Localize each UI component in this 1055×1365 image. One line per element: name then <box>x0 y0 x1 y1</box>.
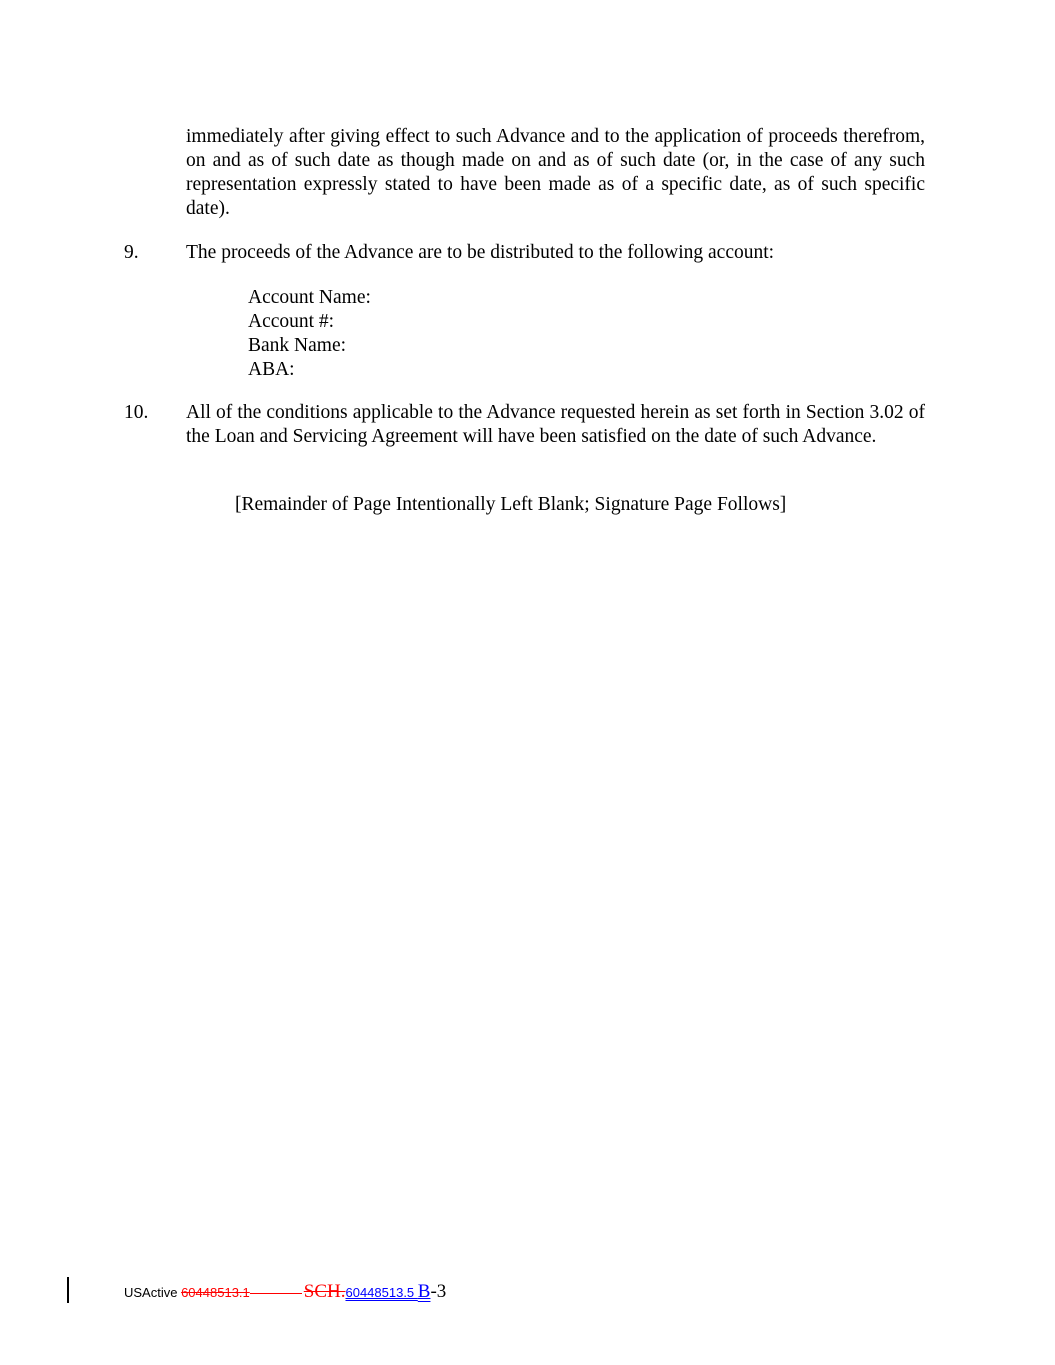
deleted-doc-id: 60448513.1 <box>181 1285 250 1300</box>
aba-label: ABA: <box>248 359 295 380</box>
item-number: 9. <box>124 242 139 263</box>
account-number-label: Account #: <box>248 311 335 332</box>
item-text: The proceeds of the Advance are to be distributed to the following account: <box>186 242 775 263</box>
list-item-10 <box>124 401 925 449</box>
footer-prefix: USActive <box>124 1285 182 1300</box>
continuation-paragraph: immediately after giving effect to such Advance and to the application of proceeds therefrom, on and as of such date as though made on and as of such date (or, in the case of any such representation expressly stated to have been made as of a specific date, as of such specific date). <box>186 126 925 219</box>
list-item-9 <box>124 241 925 265</box>
page-number: -3 <box>430 1281 447 1302</box>
inserted-b: B <box>417 1281 431 1302</box>
deletion-strike-gap <box>250 1293 302 1294</box>
account-fields <box>248 286 371 382</box>
revision-change-bar <box>67 1277 69 1303</box>
item-number: 10. <box>124 402 149 423</box>
account-name-label: Account Name: <box>248 287 371 308</box>
bank-name-label: Bank Name: <box>248 335 347 356</box>
inserted-doc-id: 60448513.5 <box>345 1285 418 1300</box>
remainder-note: [Remainder of Page Intentionally Left Blank; Signature Page Follows] <box>235 494 787 515</box>
item-text: All of the conditions applicable to the Advance requested herein as set forth in Section 3.02 of the Loan and Servicing Agreement will have been satisfied on the date of such Advance. <box>186 402 925 447</box>
deleted-sch: SCH. <box>303 1281 346 1302</box>
page-footer <box>124 1280 446 1305</box>
